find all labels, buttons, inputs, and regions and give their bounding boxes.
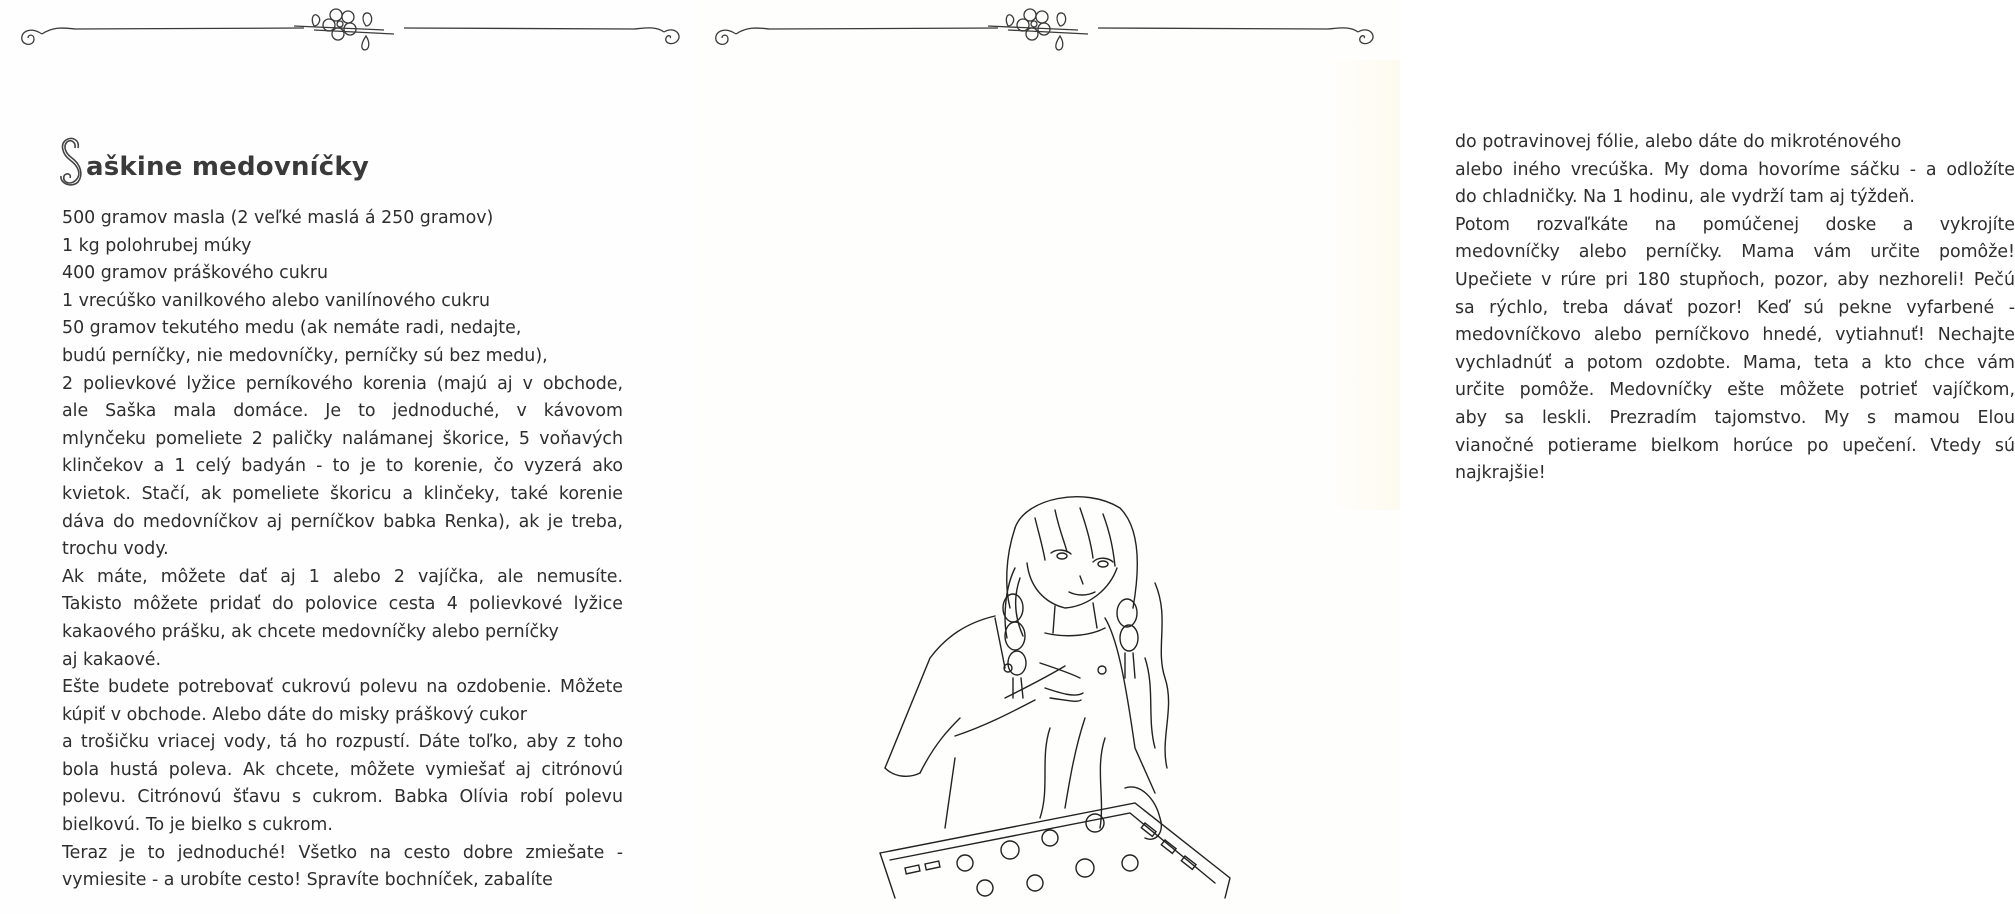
text-line: 500 gramov masla (2 veľké maslá á 250 gramov) [62, 208, 494, 228]
text-line: vymiesite - a urobíte cesto! Spravíte bochníček, zabalíte [62, 870, 553, 891]
text-line: určite pomôže. Medovníčky ešte môžete potrieť vajíčkom, [1455, 380, 2015, 401]
text-line: 1 kg polohrubej múky [62, 235, 252, 256]
text-line: aby sa leskli. Prezradím tajomstvo. My s mamou Elou [1455, 407, 2015, 428]
text-line: aj kakaové. [62, 649, 162, 670]
text-line: kakaového prášku, ak chcete medovníčky alebo perníčky [62, 621, 559, 642]
text-line: Takisto môžete pridať do polovice cesta 4 polievkové lyžice [62, 594, 623, 615]
text-line: polevu. Citrónovú šťavu s cukrom. Babka Olívia robí polevu [62, 787, 623, 808]
text-line: ale Saška mala domáce. Je to jednoduché, v kávovom [62, 401, 623, 422]
text-line: Ak máte, môžete dať aj 1 alebo 2 vajíčka, ale nemusíte. [62, 566, 623, 587]
decorative-initial-s [58, 134, 86, 188]
text-line: sa rýchlo, treba dávať pozor! Keď sú pekne vyfarbené - [1455, 297, 2015, 318]
recipe-text-right [1455, 129, 2015, 488]
text-line: bielkovú. To je bielko s cukrom. [62, 815, 333, 836]
text-line: dáva do medovníčkov aj perníčkov babka Renka), ak je treba, [62, 511, 623, 532]
text-line: mlynčeku pomeliete 2 paličky nalámanej škorice, 5 voňavých [62, 428, 623, 449]
recipe-text-left [62, 205, 623, 895]
page-title [58, 128, 369, 182]
text-line: Ešte budete potrebovať cukrovú polevu na ozdobenie. Môžete [62, 677, 623, 698]
text-line: a trošičku vriacej vody, tá ho rozpustí. Dáte toľko, aby z toho [62, 732, 623, 753]
text-line: kúpiť v obchode. Alebo dáte do misky práškový cukor [62, 704, 527, 725]
text-line: budú perníčky, nie medovníčky, perníčky sú bez medu), [62, 345, 548, 366]
text-line: 400 gramov práškového cukru [62, 263, 328, 284]
text-line: alebo iného vrecúška. My doma hovoríme sáčku - a odložíte [1455, 159, 2015, 180]
text-line: do chladničky. Na 1 hodinu, ale vydrží tam aj týždeň. [1455, 187, 1915, 208]
text-line: Teraz je to jednoduché! Všetko na cesto dobre zmiešate - [62, 842, 623, 863]
text-line: klinčekov a 1 celý badyán - to je to korenie, čo vyzerá ako [62, 456, 623, 477]
left-page [0, 0, 700, 914]
text-line: bola hustá poleva. Ak chcete, môžete vymiešať aj citrónovú [62, 759, 623, 780]
text-line: 50 gramov tekutého medu (ak nemáte radi, nedajte, [62, 318, 522, 339]
text-line: vianočné potierame bielkom horúce po upečení. Vtedy sú [1455, 435, 2015, 456]
text-line: Upečiete v rúre pri 180 stupňoch, pozor, aby nezhoreli! Pečú [1455, 269, 2015, 290]
text-line: kvietok. Stačí, ak pomeliete škoricu a klinčeky, také korenie [62, 483, 623, 504]
text-line: medovníčkovo alebo perníčkovo hnedé, vytiahnuť! Nechajte [1455, 325, 2015, 346]
text-line: medovníčky alebo perníčky. Mama vám určite pomôže! [1455, 242, 2015, 263]
floral-divider-icon [14, 4, 674, 54]
girl-with-baking-tray-illustration [855, 488, 1245, 898]
text-line: Potom rozvaľkáte na pomúčenej doske a vykrojíte [1455, 214, 2015, 235]
text-line: do potravinovej fólie, alebo dáte do mikroténového [1455, 132, 1902, 152]
text-line: 2 polievkové lyžice perníkového korenia (majú aj v obchode, [62, 373, 623, 394]
text-line: vychladnúť a potom ozdobte. Mama, teta a kto chce vám [1455, 352, 2015, 373]
page-title-text: aškine medovníčky [86, 152, 370, 182]
text-line: trochu vody. [62, 539, 169, 560]
right-page [700, 0, 2015, 914]
text-line: 1 vrecúško vanilkového alebo vanilínového cukru [62, 290, 491, 311]
text-line: najkrajšie! [1455, 463, 1546, 484]
floral-divider-icon [708, 4, 1368, 54]
